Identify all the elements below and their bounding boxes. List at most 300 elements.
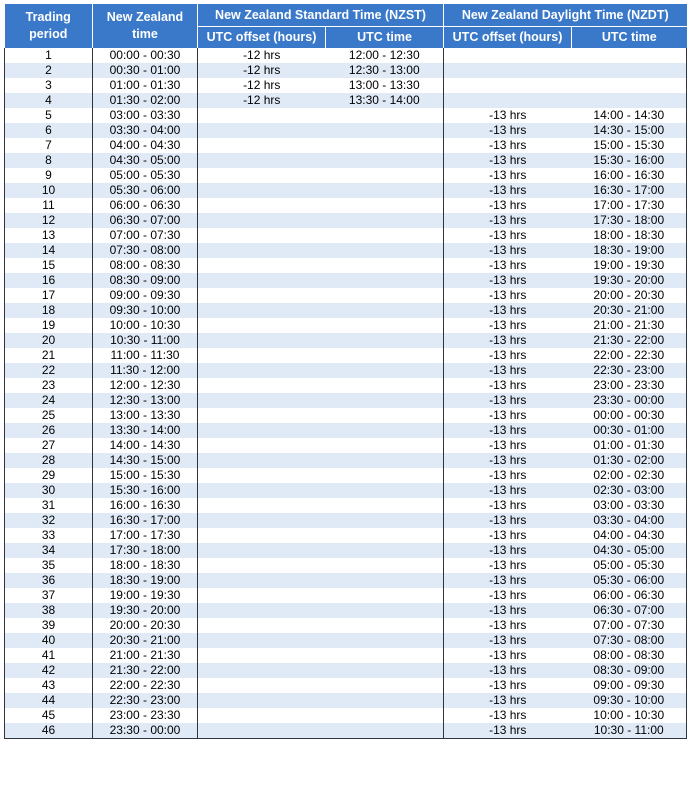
cell-nzdt-utc: 14:30 - 15:00 xyxy=(572,123,687,138)
cell-nzdt-offset: -13 hrs xyxy=(444,288,572,303)
cell-nzst-offset xyxy=(198,708,326,723)
cell-trading-period: 16 xyxy=(5,273,93,288)
cell-trading-period: 14 xyxy=(5,243,93,258)
cell-nz-time: 00:30 - 01:00 xyxy=(93,63,198,78)
cell-nzst-utc xyxy=(326,423,444,438)
cell-trading-period: 27 xyxy=(5,438,93,453)
cell-nzst-offset xyxy=(198,423,326,438)
cell-trading-period: 25 xyxy=(5,408,93,423)
cell-nzst-utc xyxy=(326,168,444,183)
cell-nz-time: 16:00 - 16:30 xyxy=(93,498,198,513)
cell-trading-period: 26 xyxy=(5,423,93,438)
cell-nzdt-offset: -13 hrs xyxy=(444,423,572,438)
cell-nz-time: 11:30 - 12:00 xyxy=(93,363,198,378)
cell-nzst-utc xyxy=(326,618,444,633)
table-row xyxy=(5,588,687,603)
cell-nzdt-offset: -13 hrs xyxy=(444,198,572,213)
table-row xyxy=(5,48,687,63)
cell-nzst-utc xyxy=(326,363,444,378)
cell-nzdt-utc xyxy=(572,63,687,78)
cell-nzdt-utc: 22:30 - 23:00 xyxy=(572,363,687,378)
cell-nzdt-offset: -13 hrs xyxy=(444,543,572,558)
cell-nzdt-utc: 18:00 - 18:30 xyxy=(572,228,687,243)
table-row xyxy=(5,423,687,438)
cell-nzst-utc xyxy=(326,528,444,543)
cell-nzst-utc xyxy=(326,498,444,513)
cell-nz-time: 06:00 - 06:30 xyxy=(93,198,198,213)
cell-nzst-offset: -12 hrs xyxy=(198,48,326,63)
header-trading-period: Trading period xyxy=(5,4,93,48)
cell-trading-period: 28 xyxy=(5,453,93,468)
cell-nzdt-offset: -13 hrs xyxy=(444,588,572,603)
table-row xyxy=(5,288,687,303)
cell-nz-time: 14:00 - 14:30 xyxy=(93,438,198,453)
cell-nzst-utc xyxy=(326,123,444,138)
cell-nzst-utc xyxy=(326,483,444,498)
table-row xyxy=(5,528,687,543)
cell-nzdt-offset: -13 hrs xyxy=(444,243,572,258)
table-row xyxy=(5,378,687,393)
cell-trading-period: 30 xyxy=(5,483,93,498)
cell-nzdt-utc: 01:00 - 01:30 xyxy=(572,438,687,453)
cell-trading-period: 3 xyxy=(5,78,93,93)
cell-trading-period: 2 xyxy=(5,63,93,78)
cell-nzst-offset xyxy=(198,243,326,258)
cell-nzst-offset xyxy=(198,723,326,739)
cell-nzdt-offset: -13 hrs xyxy=(444,453,572,468)
cell-trading-period: 36 xyxy=(5,573,93,588)
cell-nzdt-offset: -13 hrs xyxy=(444,273,572,288)
cell-nzst-offset xyxy=(198,123,326,138)
table-row xyxy=(5,213,687,228)
table-row xyxy=(5,78,687,93)
cell-nzdt-utc: 07:00 - 07:30 xyxy=(572,618,687,633)
table-row xyxy=(5,573,687,588)
cell-nzst-offset xyxy=(198,573,326,588)
cell-nz-time: 04:30 - 05:00 xyxy=(93,153,198,168)
trading-period-table-container xyxy=(4,4,687,739)
cell-nzst-offset xyxy=(198,168,326,183)
cell-nz-time: 00:00 - 00:30 xyxy=(93,48,198,63)
cell-nz-time: 05:30 - 06:00 xyxy=(93,183,198,198)
cell-nzst-offset xyxy=(198,198,326,213)
cell-trading-period: 38 xyxy=(5,603,93,618)
cell-nzst-utc xyxy=(326,243,444,258)
cell-nzst-utc xyxy=(326,378,444,393)
cell-nz-time: 09:30 - 10:00 xyxy=(93,303,198,318)
cell-nz-time: 13:00 - 13:30 xyxy=(93,408,198,423)
cell-nzst-utc xyxy=(326,558,444,573)
cell-nzdt-utc: 00:30 - 01:00 xyxy=(572,423,687,438)
cell-nzdt-offset: -13 hrs xyxy=(444,393,572,408)
table-body xyxy=(5,48,687,739)
cell-nzst-utc xyxy=(326,468,444,483)
table-row xyxy=(5,723,687,739)
table-row xyxy=(5,543,687,558)
cell-nzdt-offset: -13 hrs xyxy=(444,138,572,153)
cell-nzst-offset xyxy=(198,303,326,318)
cell-nzdt-offset: -13 hrs xyxy=(444,363,572,378)
cell-nzst-utc xyxy=(326,708,444,723)
cell-trading-period: 42 xyxy=(5,663,93,678)
cell-nzdt-utc: 08:30 - 09:00 xyxy=(572,663,687,678)
cell-nzst-utc xyxy=(326,393,444,408)
cell-trading-period: 41 xyxy=(5,648,93,663)
table-row xyxy=(5,603,687,618)
cell-nzdt-utc: 17:00 - 17:30 xyxy=(572,198,687,213)
cell-trading-period: 7 xyxy=(5,138,93,153)
cell-nzdt-offset: -13 hrs xyxy=(444,723,572,739)
cell-nzst-offset xyxy=(198,333,326,348)
cell-trading-period: 21 xyxy=(5,348,93,363)
cell-nzst-offset xyxy=(198,378,326,393)
table-row xyxy=(5,453,687,468)
cell-nz-time: 22:30 - 23:00 xyxy=(93,693,198,708)
cell-nzdt-offset: -13 hrs xyxy=(444,348,572,363)
cell-nzst-utc xyxy=(326,228,444,243)
cell-nzst-utc xyxy=(326,333,444,348)
trading-period-table xyxy=(4,4,687,739)
cell-trading-period: 22 xyxy=(5,363,93,378)
cell-nzdt-offset: -13 hrs xyxy=(444,618,572,633)
cell-nzst-utc xyxy=(326,438,444,453)
cell-nzst-offset xyxy=(198,348,326,363)
cell-nz-time: 20:00 - 20:30 xyxy=(93,618,198,633)
cell-nz-time: 07:30 - 08:00 xyxy=(93,243,198,258)
cell-nzdt-utc: 09:30 - 10:00 xyxy=(572,693,687,708)
cell-nzst-offset xyxy=(198,138,326,153)
cell-trading-period: 29 xyxy=(5,468,93,483)
cell-nzdt-utc: 10:30 - 11:00 xyxy=(572,723,687,739)
cell-nzst-utc: 13:00 - 13:30 xyxy=(326,78,444,93)
header-nzdt-utc: UTC time xyxy=(572,27,687,49)
cell-nzst-offset xyxy=(198,633,326,648)
cell-nzst-offset xyxy=(198,588,326,603)
cell-nzdt-offset: -13 hrs xyxy=(444,648,572,663)
cell-nzst-utc xyxy=(326,138,444,153)
cell-nzdt-utc: 16:00 - 16:30 xyxy=(572,168,687,183)
cell-nz-time: 11:00 - 11:30 xyxy=(93,348,198,363)
cell-trading-period: 37 xyxy=(5,588,93,603)
cell-nzdt-utc: 03:30 - 04:00 xyxy=(572,513,687,528)
cell-nzdt-utc: 01:30 - 02:00 xyxy=(572,453,687,468)
cell-nzst-utc xyxy=(326,573,444,588)
cell-nzdt-utc: 23:30 - 00:00 xyxy=(572,393,687,408)
cell-nz-time: 07:00 - 07:30 xyxy=(93,228,198,243)
cell-nzst-offset xyxy=(198,363,326,378)
cell-nzdt-utc: 16:30 - 17:00 xyxy=(572,183,687,198)
header-nzdt-group: New Zealand Daylight Time (NZDT) xyxy=(444,4,687,27)
cell-nzst-utc xyxy=(326,693,444,708)
cell-nzst-utc xyxy=(326,603,444,618)
cell-nz-time: 17:30 - 18:00 xyxy=(93,543,198,558)
cell-nzst-utc: 12:00 - 12:30 xyxy=(326,48,444,63)
cell-nzst-offset xyxy=(198,483,326,498)
cell-nzst-utc xyxy=(326,213,444,228)
cell-nzdt-utc: 09:00 - 09:30 xyxy=(572,678,687,693)
cell-nzst-offset xyxy=(198,153,326,168)
cell-nzdt-utc: 05:00 - 05:30 xyxy=(572,558,687,573)
cell-nzdt-utc: 00:00 - 00:30 xyxy=(572,408,687,423)
cell-nz-time: 08:30 - 09:00 xyxy=(93,273,198,288)
cell-trading-period: 32 xyxy=(5,513,93,528)
cell-nzdt-offset: -13 hrs xyxy=(444,318,572,333)
cell-trading-period: 40 xyxy=(5,633,93,648)
cell-nzdt-utc xyxy=(572,78,687,93)
cell-nzst-utc xyxy=(326,648,444,663)
cell-trading-period: 33 xyxy=(5,528,93,543)
cell-nzdt-offset: -13 hrs xyxy=(444,693,572,708)
cell-nzst-offset: -12 hrs xyxy=(198,93,326,108)
cell-nzdt-offset: -13 hrs xyxy=(444,708,572,723)
cell-nz-time: 13:30 - 14:00 xyxy=(93,423,198,438)
cell-trading-period: 43 xyxy=(5,678,93,693)
cell-nzst-offset xyxy=(198,273,326,288)
table-row xyxy=(5,483,687,498)
cell-trading-period: 31 xyxy=(5,498,93,513)
cell-nzdt-offset: -13 hrs xyxy=(444,633,572,648)
cell-nzdt-offset: -13 hrs xyxy=(444,108,572,123)
cell-nzst-utc xyxy=(326,588,444,603)
cell-nzdt-utc: 06:30 - 07:00 xyxy=(572,603,687,618)
cell-nzdt-offset: -13 hrs xyxy=(444,513,572,528)
header-nzdt-offset: UTC offset (hours) xyxy=(444,27,572,49)
cell-nzst-offset xyxy=(198,393,326,408)
header-nzst-utc: UTC time xyxy=(326,27,444,49)
cell-nzst-offset xyxy=(198,183,326,198)
cell-nz-time: 16:30 - 17:00 xyxy=(93,513,198,528)
table-row xyxy=(5,438,687,453)
cell-nzdt-offset: -13 hrs xyxy=(444,123,572,138)
table-row xyxy=(5,348,687,363)
cell-nzst-offset xyxy=(198,513,326,528)
cell-nzdt-offset xyxy=(444,78,572,93)
table-row xyxy=(5,648,687,663)
cell-trading-period: 20 xyxy=(5,333,93,348)
table-row xyxy=(5,198,687,213)
cell-nzdt-offset: -13 hrs xyxy=(444,528,572,543)
cell-nzdt-utc xyxy=(572,93,687,108)
table-row xyxy=(5,243,687,258)
cell-nz-time: 04:00 - 04:30 xyxy=(93,138,198,153)
cell-trading-period: 19 xyxy=(5,318,93,333)
cell-nzdt-offset: -13 hrs xyxy=(444,303,572,318)
table-row xyxy=(5,318,687,333)
cell-nzdt-offset: -13 hrs xyxy=(444,258,572,273)
cell-trading-period: 11 xyxy=(5,198,93,213)
cell-nzdt-utc: 20:00 - 20:30 xyxy=(572,288,687,303)
cell-nzst-utc xyxy=(326,258,444,273)
cell-nzst-offset xyxy=(198,258,326,273)
cell-nzdt-utc: 06:00 - 06:30 xyxy=(572,588,687,603)
cell-nzst-utc xyxy=(326,678,444,693)
table-row xyxy=(5,498,687,513)
table-row xyxy=(5,468,687,483)
cell-nz-time: 17:00 - 17:30 xyxy=(93,528,198,543)
cell-nz-time: 12:00 - 12:30 xyxy=(93,378,198,393)
table-row xyxy=(5,618,687,633)
cell-trading-period: 34 xyxy=(5,543,93,558)
cell-nzst-utc xyxy=(326,348,444,363)
cell-nz-time: 21:30 - 22:00 xyxy=(93,663,198,678)
cell-trading-period: 44 xyxy=(5,693,93,708)
cell-nzst-offset xyxy=(198,498,326,513)
cell-nzdt-offset: -13 hrs xyxy=(444,408,572,423)
table-row xyxy=(5,258,687,273)
cell-nzst-offset xyxy=(198,213,326,228)
cell-nzst-utc xyxy=(326,453,444,468)
cell-nzdt-offset: -13 hrs xyxy=(444,483,572,498)
cell-nzdt-offset: -13 hrs xyxy=(444,498,572,513)
cell-nzst-offset xyxy=(198,618,326,633)
cell-nz-time: 08:00 - 08:30 xyxy=(93,258,198,273)
cell-nzst-offset xyxy=(198,648,326,663)
table-row xyxy=(5,273,687,288)
cell-trading-period: 35 xyxy=(5,558,93,573)
cell-nzdt-offset: -13 hrs xyxy=(444,573,572,588)
table-row xyxy=(5,393,687,408)
cell-nzdt-offset: -13 hrs xyxy=(444,213,572,228)
cell-nzdt-offset: -13 hrs xyxy=(444,378,572,393)
cell-nzdt-offset: -13 hrs xyxy=(444,558,572,573)
cell-nzdt-utc: 23:00 - 23:30 xyxy=(572,378,687,393)
cell-nz-time: 23:00 - 23:30 xyxy=(93,708,198,723)
cell-nzdt-utc: 02:00 - 02:30 xyxy=(572,468,687,483)
table-row xyxy=(5,108,687,123)
table-row xyxy=(5,228,687,243)
cell-nz-time: 23:30 - 00:00 xyxy=(93,723,198,739)
cell-nzdt-offset: -13 hrs xyxy=(444,603,572,618)
cell-nzdt-utc: 19:00 - 19:30 xyxy=(572,258,687,273)
cell-nzst-offset xyxy=(198,528,326,543)
cell-nz-time: 19:00 - 19:30 xyxy=(93,588,198,603)
cell-trading-period: 15 xyxy=(5,258,93,273)
cell-nzst-offset: -12 hrs xyxy=(198,78,326,93)
header-nzst-offset: UTC offset (hours) xyxy=(198,27,326,49)
cell-trading-period: 4 xyxy=(5,93,93,108)
cell-nzdt-offset: -13 hrs xyxy=(444,168,572,183)
table-header xyxy=(5,4,687,48)
table-row xyxy=(5,138,687,153)
cell-nzdt-offset xyxy=(444,93,572,108)
cell-nzst-utc xyxy=(326,108,444,123)
cell-nzst-offset: -12 hrs xyxy=(198,63,326,78)
table-row xyxy=(5,693,687,708)
table-row xyxy=(5,708,687,723)
cell-nzdt-offset: -13 hrs xyxy=(444,333,572,348)
table-row xyxy=(5,633,687,648)
cell-nzst-offset xyxy=(198,693,326,708)
cell-trading-period: 13 xyxy=(5,228,93,243)
header-nzst-group: New Zealand Standard Time (NZST) xyxy=(198,4,444,27)
cell-nzdt-utc: 07:30 - 08:00 xyxy=(572,633,687,648)
cell-nzdt-offset xyxy=(444,48,572,63)
cell-nzst-offset xyxy=(198,108,326,123)
cell-nzst-utc xyxy=(326,198,444,213)
cell-nzst-offset xyxy=(198,438,326,453)
cell-nzdt-offset: -13 hrs xyxy=(444,153,572,168)
cell-nzst-utc xyxy=(326,543,444,558)
cell-nzdt-utc: 20:30 - 21:00 xyxy=(572,303,687,318)
cell-trading-period: 23 xyxy=(5,378,93,393)
cell-nzst-offset xyxy=(198,453,326,468)
table-row xyxy=(5,408,687,423)
table-row xyxy=(5,678,687,693)
cell-nzst-offset xyxy=(198,468,326,483)
cell-nz-time: 14:30 - 15:00 xyxy=(93,453,198,468)
header-nz-time: New Zealand time xyxy=(93,4,198,48)
cell-nzst-offset xyxy=(198,678,326,693)
cell-trading-period: 9 xyxy=(5,168,93,183)
cell-nzst-offset xyxy=(198,318,326,333)
cell-nzst-utc xyxy=(326,183,444,198)
table-row xyxy=(5,63,687,78)
cell-nzst-utc xyxy=(326,408,444,423)
table-row xyxy=(5,663,687,678)
cell-nz-time: 10:00 - 10:30 xyxy=(93,318,198,333)
cell-nz-time: 19:30 - 20:00 xyxy=(93,603,198,618)
cell-nzdt-utc: 03:00 - 03:30 xyxy=(572,498,687,513)
cell-nzdt-utc: 22:00 - 22:30 xyxy=(572,348,687,363)
cell-nz-time: 03:30 - 04:00 xyxy=(93,123,198,138)
cell-nzdt-utc: 14:00 - 14:30 xyxy=(572,108,687,123)
cell-nzst-offset xyxy=(198,543,326,558)
cell-nz-time: 15:00 - 15:30 xyxy=(93,468,198,483)
cell-nzdt-utc: 02:30 - 03:00 xyxy=(572,483,687,498)
cell-nzst-utc: 12:30 - 13:00 xyxy=(326,63,444,78)
cell-nzdt-utc: 21:30 - 22:00 xyxy=(572,333,687,348)
cell-nzdt-utc xyxy=(572,48,687,63)
cell-nzdt-utc: 19:30 - 20:00 xyxy=(572,273,687,288)
cell-nz-time: 15:30 - 16:00 xyxy=(93,483,198,498)
cell-nzdt-offset: -13 hrs xyxy=(444,468,572,483)
cell-nzst-utc xyxy=(326,663,444,678)
cell-nz-time: 18:00 - 18:30 xyxy=(93,558,198,573)
cell-nzdt-offset: -13 hrs xyxy=(444,438,572,453)
table-row xyxy=(5,363,687,378)
cell-trading-period: 24 xyxy=(5,393,93,408)
cell-nzst-utc xyxy=(326,723,444,739)
cell-nzst-offset xyxy=(198,603,326,618)
cell-nzst-offset xyxy=(198,288,326,303)
cell-nz-time: 20:30 - 21:00 xyxy=(93,633,198,648)
table-row xyxy=(5,333,687,348)
cell-nz-time: 05:00 - 05:30 xyxy=(93,168,198,183)
table-row xyxy=(5,123,687,138)
cell-nzst-utc xyxy=(326,288,444,303)
cell-trading-period: 46 xyxy=(5,723,93,739)
cell-trading-period: 1 xyxy=(5,48,93,63)
cell-trading-period: 17 xyxy=(5,288,93,303)
table-row xyxy=(5,183,687,198)
table-row xyxy=(5,153,687,168)
cell-nzdt-offset: -13 hrs xyxy=(444,663,572,678)
cell-nz-time: 10:30 - 11:00 xyxy=(93,333,198,348)
cell-nzst-utc xyxy=(326,303,444,318)
cell-trading-period: 10 xyxy=(5,183,93,198)
cell-nzdt-utc: 17:30 - 18:00 xyxy=(572,213,687,228)
cell-nzdt-utc: 18:30 - 19:00 xyxy=(572,243,687,258)
cell-nzdt-utc: 04:00 - 04:30 xyxy=(572,528,687,543)
cell-nzst-utc xyxy=(326,633,444,648)
table-row xyxy=(5,168,687,183)
cell-trading-period: 5 xyxy=(5,108,93,123)
cell-nzdt-utc: 15:30 - 16:00 xyxy=(572,153,687,168)
cell-nzdt-offset: -13 hrs xyxy=(444,183,572,198)
cell-nzst-utc: 13:30 - 14:00 xyxy=(326,93,444,108)
cell-trading-period: 6 xyxy=(5,123,93,138)
cell-trading-period: 45 xyxy=(5,708,93,723)
